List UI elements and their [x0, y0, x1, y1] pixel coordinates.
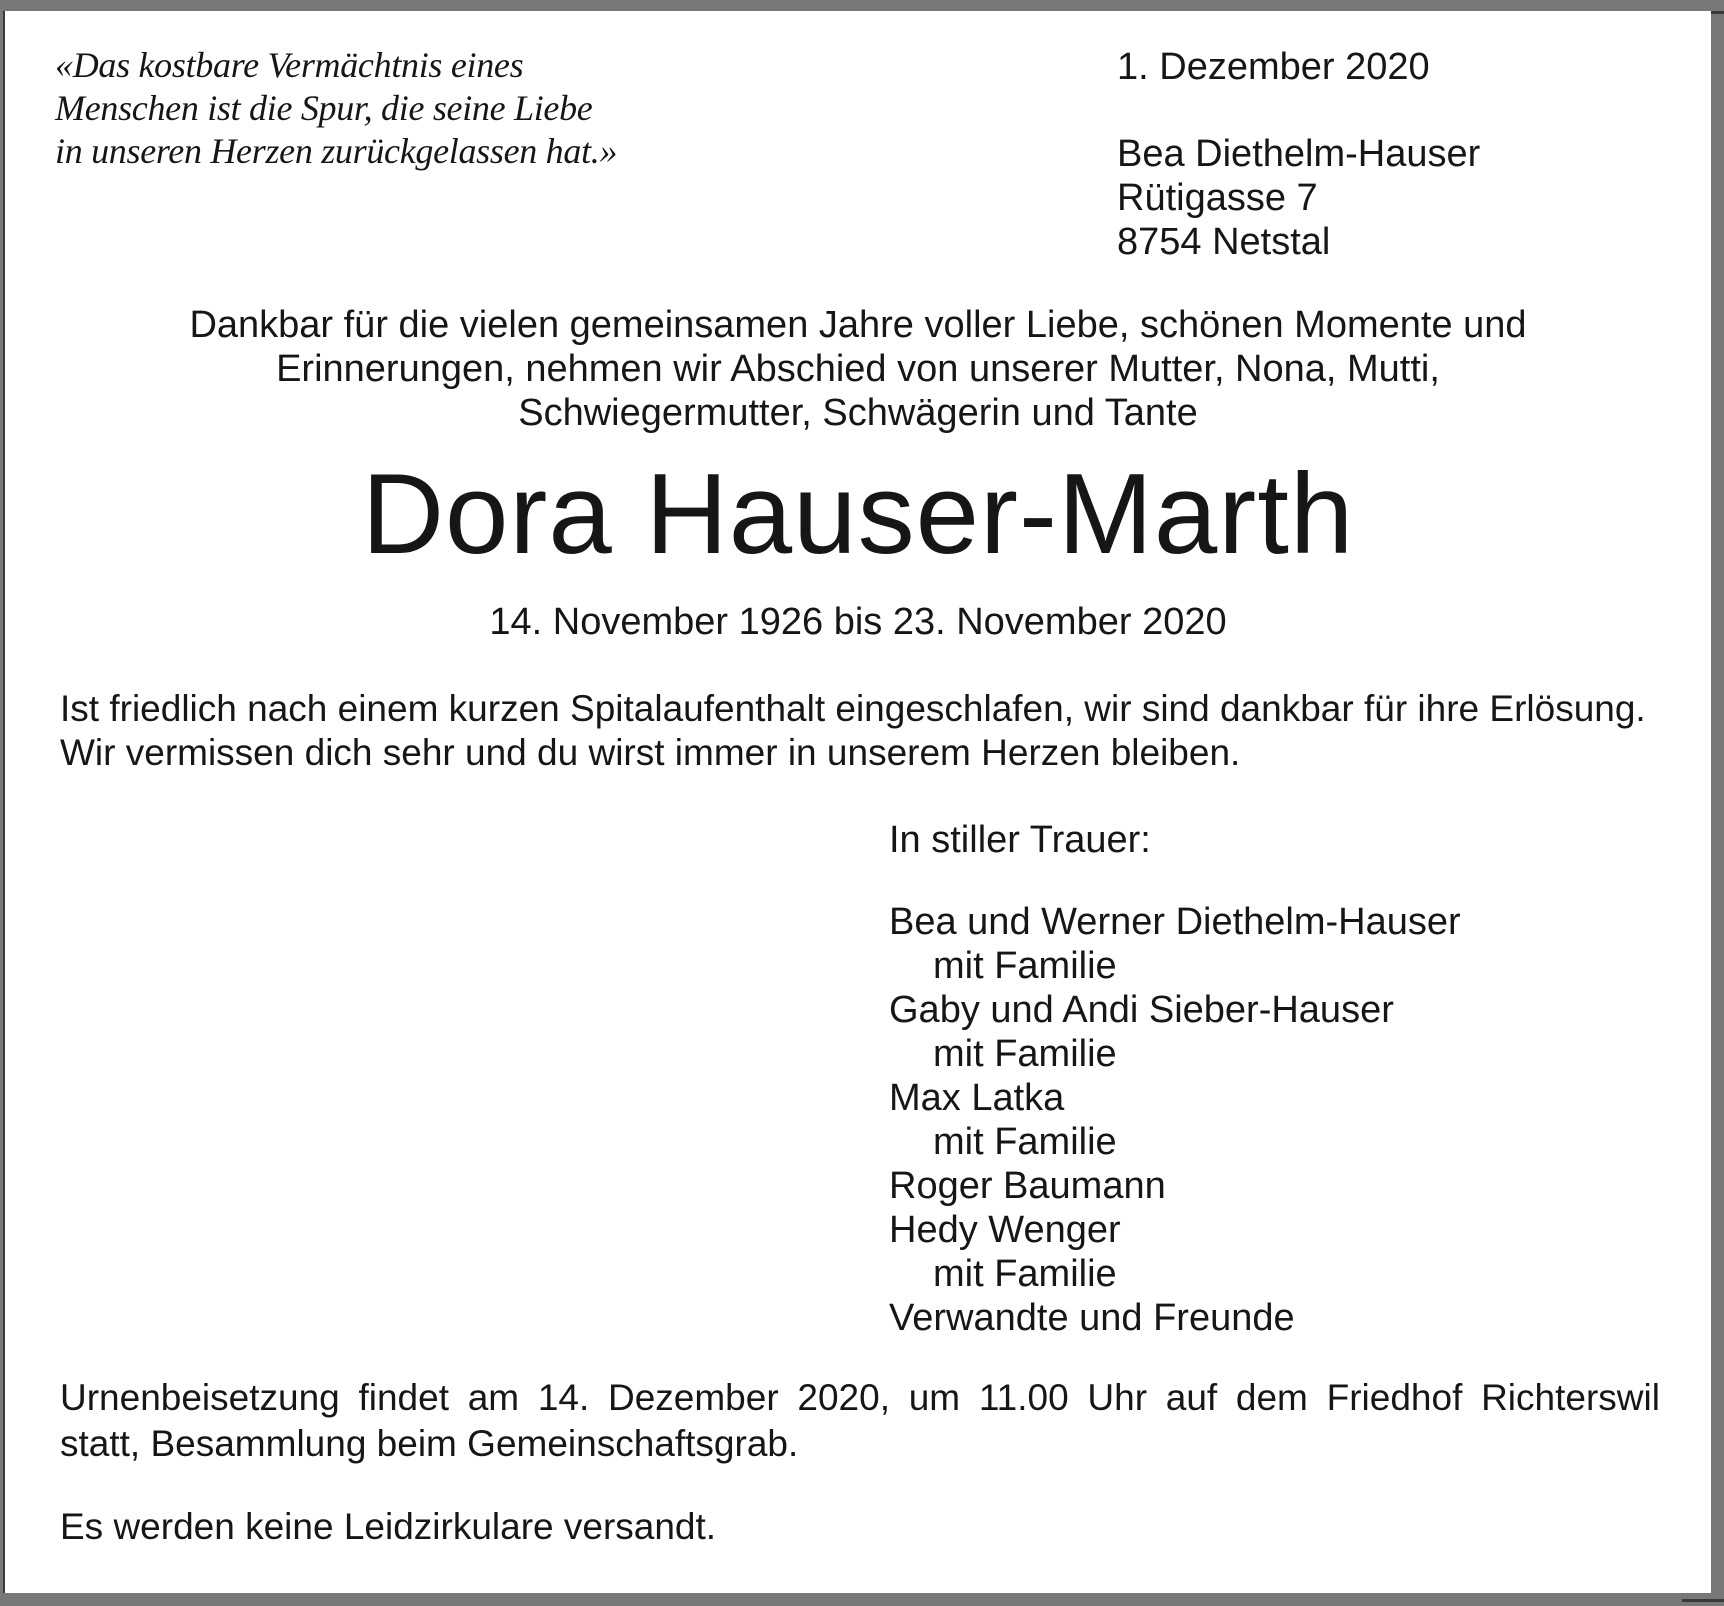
intro-paragraph [5, 303, 1711, 435]
mourner-entry: Max Latka [889, 1077, 1065, 1119]
funeral-details-paragraph [60, 1375, 1660, 1467]
mourner-entry: mit Familie [933, 1121, 1117, 1163]
mourner-entry: mit Familie [933, 945, 1117, 987]
mourner-entry: Roger Baumann [889, 1165, 1166, 1207]
mourners-list [889, 900, 1461, 1340]
memorial-quote-line: «Das kostbare Vermächtnis eines [55, 45, 524, 85]
justified-word: Friedhof [1326, 1377, 1463, 1418]
memorial-quote-line: in unseren Herzen zurückgelassen hat.» [55, 131, 618, 171]
life-dates: 14. November 1926 bis 23. November 2020 [489, 601, 1227, 643]
justified-word: 14. [537, 1377, 590, 1418]
farewell-paragraph-line: Wir vermissen dich sehr und du wirst immer in unserem Herzen bleiben. [60, 732, 1241, 773]
mourner-entry: Hedy Wenger [889, 1209, 1121, 1251]
justified-word: 11.00 [978, 1377, 1069, 1418]
mourner-entry: mit Familie [933, 1033, 1117, 1075]
closing-line: Es werden keine Leidzirkulare versandt. [60, 1506, 717, 1547]
mourner-entry: Verwandte und Freunde [889, 1297, 1295, 1339]
justified-word: 2020, [797, 1377, 890, 1418]
memorial-quote-line: Menschen ist die Spur, die seine Liebe [55, 88, 593, 128]
mourner-entry: Gaby und Andi Sieber-Hauser [889, 989, 1394, 1031]
contact-address-line: Bea Diethelm-Hauser [1117, 133, 1481, 175]
funeral-details-line-justified [60, 1375, 1660, 1421]
justified-word: Richterswil [1481, 1377, 1660, 1418]
contact-address [1117, 132, 1480, 264]
justified-word: am [467, 1377, 520, 1418]
notice-date: 1. Dezember 2020 [1117, 46, 1430, 88]
mourner-entry: mit Familie [933, 1253, 1117, 1295]
funeral-details-line-2: statt, Besammlung beim Gemeinschaftsgrab. [60, 1423, 799, 1464]
farewell-paragraph [60, 687, 1646, 775]
justified-word: um [908, 1377, 961, 1418]
intro-paragraph-line: Dankbar für die vielen gemeinsamen Jahre voller Liebe, schönen Momente und [189, 304, 1527, 346]
justified-word: Urnenbeisetzung [60, 1377, 340, 1418]
justified-word: Dezember [607, 1377, 779, 1418]
obituary-page [3, 11, 1711, 1593]
contact-address-line: 8754 Netstal [1117, 221, 1331, 263]
intro-paragraph-line: Erinnerungen, nehmen wir Abschied von unserer Mutter, Nona, Mutti, [276, 348, 1440, 390]
justified-word: findet [358, 1377, 449, 1418]
deceased-name-title: Dora Hauser-Marth [361, 451, 1355, 578]
farewell-paragraph-line: Ist friedlich nach einem kurzen Spitalaufenthalt eingeschlafen, wir sind dankbar für ihre Erlösung. [60, 688, 1646, 729]
justified-word: Uhr [1087, 1377, 1148, 1418]
memorial-quote [55, 44, 617, 173]
mourner-entry: Bea und Werner Diethelm-Hauser [889, 901, 1461, 943]
justified-word: dem [1235, 1377, 1308, 1418]
contact-address-line: Rütigasse 7 [1117, 177, 1318, 219]
page-edge-shadow-bottom-right [1682, 1599, 1724, 1602]
page-edge-shadow-top-right [1711, 11, 1724, 14]
intro-paragraph-line: Schwiegermutter, Schwägerin und Tante [518, 392, 1198, 434]
mourning-label: In stiller Trauer: [889, 819, 1151, 861]
justified-word: auf [1165, 1377, 1218, 1418]
